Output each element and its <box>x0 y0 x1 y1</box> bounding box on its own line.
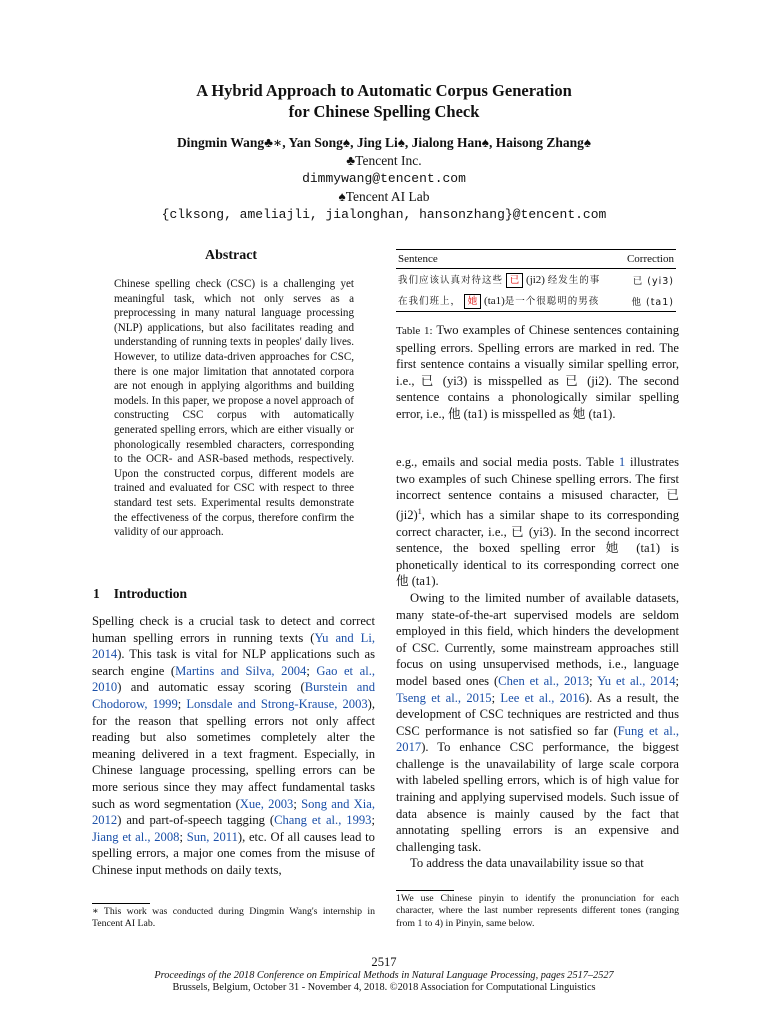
email-1: dimmywang@tencent.com <box>302 171 466 186</box>
citation-link[interactable]: Jiang et al., 2008 <box>92 829 180 844</box>
table-header-row <box>396 250 676 268</box>
table-header-sentence: Sentence <box>398 253 438 265</box>
table-cell-correction: 他 (ta1) <box>631 296 674 308</box>
section-title: Introduction <box>113 586 188 601</box>
abstract-text: Chinese spelling check (CSC) is a challenging yet meaningful task, which not only serves as a preprocessing in many natural language processing (NLP) applications, but also facilitates reading and understanding of running texts in peoples' daily lives. However, to utilize data-driven approaches for CSC, there is one major limitation that annotated corpora are not enough in applying algorithms and building models. In this paper, we propose a novel approach of constructing CSC corpus with automatically generated spelling errors, which are either visually or phonologically resembled characters, corresponding to the OCR- and ASR-based methods, respectively. Upon the constructed corpus, different models are trained and evaluated for CSC with respect to three standard test sets. Experimental results demonstrate the effectiveness of the corpus, therefore confirm the validity of our approach. <box>114 278 354 539</box>
table-bottom-rule <box>396 311 676 312</box>
error-char-box: 她 <box>464 294 482 309</box>
table-reference-link[interactable]: 1 <box>618 455 626 469</box>
author-block <box>0 134 768 224</box>
footer-line-1: Proceedings of the 2018 Conference on Empirical Methods in Natural Language Processing, pages 2517–2527 <box>154 970 614 981</box>
citation-link[interactable]: Martins and Silva, 2004 <box>175 663 307 678</box>
citation-link[interactable]: Lonsdale and Strong-Krause, 2003 <box>186 696 368 711</box>
caption-text: Two examples of Chinese sentences containing spelling errors. Spelling errors are marked in red. The first sentence contains a visually similar spelling error, i.e., 已 (yi3) is misspelled as 已 (ji2). The second sentence contains a phonologically similar spelling error, i.e., 他 (ta1) is misspelled as 她 (ta1). <box>396 323 680 421</box>
email-2: {clksong, ameliajli, jialonghan, hansonzhang}@tencent.com <box>161 207 607 222</box>
intro-paragraph-3: Owing to the limited number of available datasets, many state-of-the-art supervised models are seldom employed in this field, which hinders the development of CSC. Currently, some mainstream approaches still focus on using unsupervised methods, i.e., language model based ones (Chen et al., 2013; Yu et al., 2014; Tseng et al., 2015; Lee et al., 2016). As a result, the development of CSC techniques are restricted and thus CSC performance is not satisfied so far (Fung et al., 2017). To enhance CSC performance, the biggest challenge is the unavailability of large scale corpora with labeled spelling errors, which is of high value for training and applying supervised models. Such issue of data absence is mainly caused by the fact that annotating spelling errors is an expensive and challenging task. <box>396 590 680 854</box>
citation-link[interactable]: Yu and Li, 2014 <box>92 630 375 662</box>
section-number: 1 <box>93 586 100 601</box>
error-char-box: 已 <box>506 273 524 288</box>
left-column-body <box>92 613 375 879</box>
footnote-marker[interactable]: 1 <box>417 506 422 516</box>
table-caption <box>396 322 679 423</box>
proceedings-footer <box>0 970 768 995</box>
abstract-heading: Abstract <box>205 248 258 263</box>
title-line-1: A Hybrid Approach to Automatic Corpus Generation <box>196 81 572 100</box>
affiliation-2: ♠Tencent AI Lab <box>338 189 430 204</box>
citation-link[interactable]: Fung et al., 2017 <box>396 723 679 755</box>
section-heading-introduction <box>93 586 201 602</box>
citation-link[interactable]: Burstein and Chodorow, 1999 <box>92 680 375 711</box>
footer-line-2: Brussels, Belgium, October 31 - November 4, 2018. ©2018 Association for Computational Linguistics <box>172 982 596 994</box>
table-row: 在我们班上， 她 (ta1)是一个很聪明的男孩 他 (ta1) <box>398 294 674 308</box>
citation-link[interactable]: Lee et al., 2016 <box>500 690 585 705</box>
table-header-correction: Correction <box>626 253 674 265</box>
citation-link[interactable]: Chang et al., 1993 <box>274 813 372 828</box>
citation-link[interactable]: Sun, 2011 <box>186 829 238 844</box>
footnote-divider-left <box>92 903 150 904</box>
footnote-right: 1We use Chinese pinyin to identify the pronunciation for each character, where the last number represents different tones (ranging from 1 to 4) in Pinyin, same below. <box>396 893 679 929</box>
title-line-2: for Chinese Spelling Check <box>288 102 480 121</box>
citation-link[interactable]: Yu et al., 2014 <box>597 673 676 688</box>
table-row: 我们应该认真对待这些 已 (ji2) 经发生的事 已 (yi3) <box>398 273 674 287</box>
table-1 <box>396 249 676 312</box>
right-column-body <box>396 454 679 872</box>
intro-paragraph-1: Spelling check is a crucial task to detect and correct human spelling errors in running texts (Yu and Li, 2014). This task is vital for NLP applications such as search engine (Martins and Silva, 2004; Gao et al., 2010) and automatic essay scoring (Burstein and Chodorow, 1999; Lonsdale and Strong-Krause, 2003), for the reason that spelling errors not only affect reading but also sometimes completely alter the meaning delivered in a text fragment. Especially, in Chinese language processing, spelling errors can be more serious since they may affect fundamental tasks such as word segmentation (Xue, 2003; Song and Xia, 2012) and part-of-speech tagging (Chang et al., 1993; Jiang et al., 2008; Sun, 2011), etc. Of all causes lead to spelling errors, a major one comes from the misuse of Chinese input methods on daily texts, <box>92 614 376 877</box>
page-number: 2517 <box>371 955 397 969</box>
table-cell-correction: 已 (yi3) <box>632 275 674 287</box>
footnote-divider-right <box>396 890 454 891</box>
citation-link[interactable]: Chen et al., 2013 <box>498 673 590 688</box>
citation-link[interactable]: Gao et al., 2010 <box>92 663 375 695</box>
intro-paragraph-4: To address the data unavailability issue so that <box>410 856 644 871</box>
footnote-left: ∗ This work was conducted during Dingmin Wang's internship in Tencent AI Lab. <box>92 906 375 930</box>
caption-label: Table 1: <box>396 325 433 337</box>
citation-link[interactable]: Tseng et al., 2015 <box>396 690 492 705</box>
paper-title <box>0 80 768 122</box>
citation-link[interactable]: Song and Xia, 2012 <box>92 796 375 828</box>
author-names: Dingmin Wang♣∗, Yan Song♠, Jing Li♠, Jialong Han♠, Haisong Zhang♠ <box>176 135 592 150</box>
citation-link[interactable]: Xue, 2003 <box>239 796 294 811</box>
intro-paragraph-2: e.g., emails and social media posts. Table 1 illustrates two examples of such Chinese spelling errors. The first incorrect sentence contains a misused character, 已 $(ji2)^1$, which has a similar shape to its corresponding correct character, i.e., 已 (yi3). In the second incorrect sentence, the boxed spelling error 她 (ta1) is phonetically identical to its corresponding correct one 他 (ta1). <box>396 455 679 589</box>
affiliation-1: ♣Tencent Inc. <box>346 153 422 168</box>
